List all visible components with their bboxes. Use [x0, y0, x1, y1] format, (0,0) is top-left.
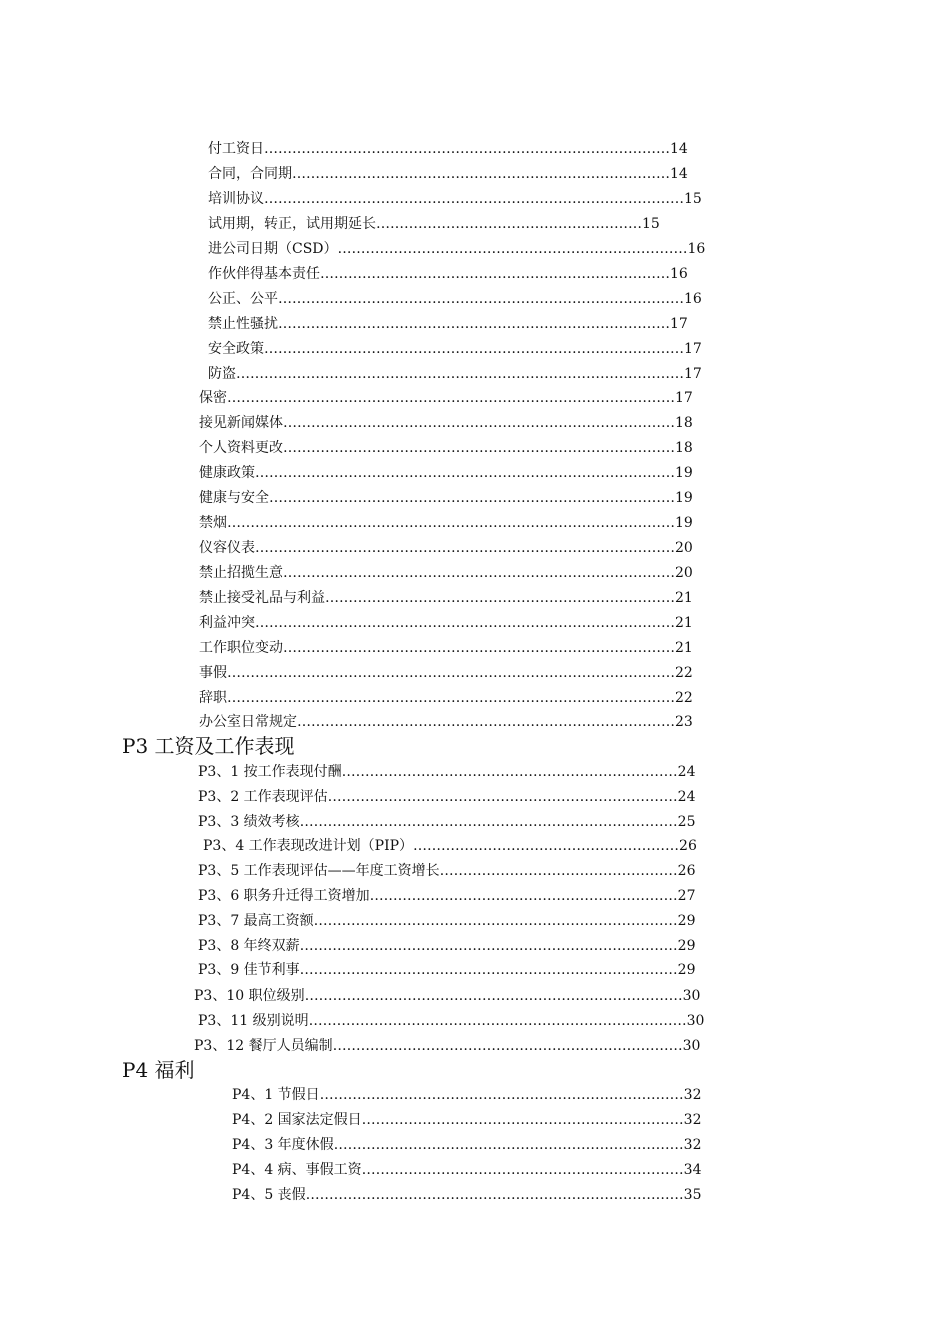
toc-entry: 事假……………………………………………………………………………………22 [199, 665, 693, 681]
toc-entry: 保密……………………………………………………………………………………17 [199, 390, 693, 406]
toc-entry: 禁止性骚扰…………………………………………………………………………17 [208, 316, 688, 332]
toc-entry: P3、11 级别说明………………………………………………………………………30 [198, 1013, 705, 1029]
toc-entry: 合同，合同期………………………………………………………………………14 [208, 166, 688, 182]
toc-entry: 健康政策………………………………………………………………………………19 [199, 465, 693, 481]
toc-entry: 禁止招揽生意…………………………………………………………………………20 [199, 565, 693, 581]
toc-entry: 接见新闻媒体…………………………………………………………………………18 [199, 415, 693, 431]
toc-entry: P3、3 绩效考核………………………………………………………………………25 [198, 814, 696, 830]
toc-entry: P4、3 年度休假…………………………………………………………………32 [232, 1137, 702, 1153]
toc-entry: 个人资料更改…………………………………………………………………………18 [199, 440, 693, 456]
toc-entry: P3、2 工作表现评估…………………………………………………………………24 [198, 789, 696, 805]
section-heading-p3: P3 工资及工作表现 [122, 734, 295, 758]
toc-entry: 作伙伴得基本责任…………………………………………………………………16 [208, 266, 688, 282]
toc-entry: P3、7 最高工资额……………………………………………………………………29 [198, 913, 696, 929]
toc-entry: P4、5 丧假………………………………………………………………………35 [232, 1187, 702, 1203]
toc-entry: P3、4 工作表现改进计划（PIP）…………………………………………………26 [203, 838, 697, 854]
toc-entry: P4、4 病、事假工资……………………………………………………………34 [232, 1162, 702, 1178]
toc-entry: 进公司日期（CSD）…………………………………………………………………16 [208, 241, 706, 257]
toc-entry: 安全政策………………………………………………………………………………17 [208, 341, 702, 357]
toc-entry: P3、9 佳节利事………………………………………………………………………29 [198, 962, 696, 978]
toc-entry: P3、8 年终双薪………………………………………………………………………29 [198, 938, 696, 954]
toc-entry: 利益冲突………………………………………………………………………………21 [199, 615, 693, 631]
toc-entry: P3、5 工作表现评估——年度工资增长……………………………………………26 [198, 863, 696, 879]
toc-entry: P3、6 职务升迁得工资增加…………………………………………………………27 [198, 888, 696, 904]
toc-entry: 辞职……………………………………………………………………………………22 [199, 690, 693, 706]
toc-entry: 健康与安全……………………………………………………………………………19 [199, 490, 693, 506]
toc-entry: P4、1 节假日……………………………………………………………………32 [232, 1087, 702, 1103]
toc-entry: P3、10 职位级别………………………………………………………………………30 [194, 988, 701, 1004]
toc-entry: 付工资日……………………………………………………………………………14 [208, 141, 688, 157]
toc-entry: P3、1 按工作表现付酬………………………………………………………………24 [198, 764, 696, 780]
toc-entry: 公正、公平……………………………………………………………………………16 [208, 291, 702, 307]
toc-entry: 工作职位变动…………………………………………………………………………21 [199, 640, 693, 656]
toc-entry: 试用期，转正，试用期延长…………………………………………………15 [208, 216, 660, 232]
toc-entry: 仪容仪表………………………………………………………………………………20 [199, 540, 693, 556]
toc-entry: P4、2 国家法定假日……………………………………………………………32 [232, 1112, 702, 1128]
section-heading-p4: P4 福利 [122, 1058, 195, 1082]
toc-entry: 禁烟……………………………………………………………………………………19 [199, 515, 693, 531]
toc-entry: 防盗……………………………………………………………………………………17 [208, 366, 702, 382]
toc-entry: P3、12 餐厅人员编制…………………………………………………………………30 [194, 1038, 701, 1054]
toc-entry: 培训协议………………………………………………………………………………15 [208, 191, 702, 207]
toc-entry: 禁止接受礼品与利益…………………………………………………………………21 [199, 590, 693, 606]
toc-entry: 办公室日常规定………………………………………………………………………23 [199, 714, 693, 730]
